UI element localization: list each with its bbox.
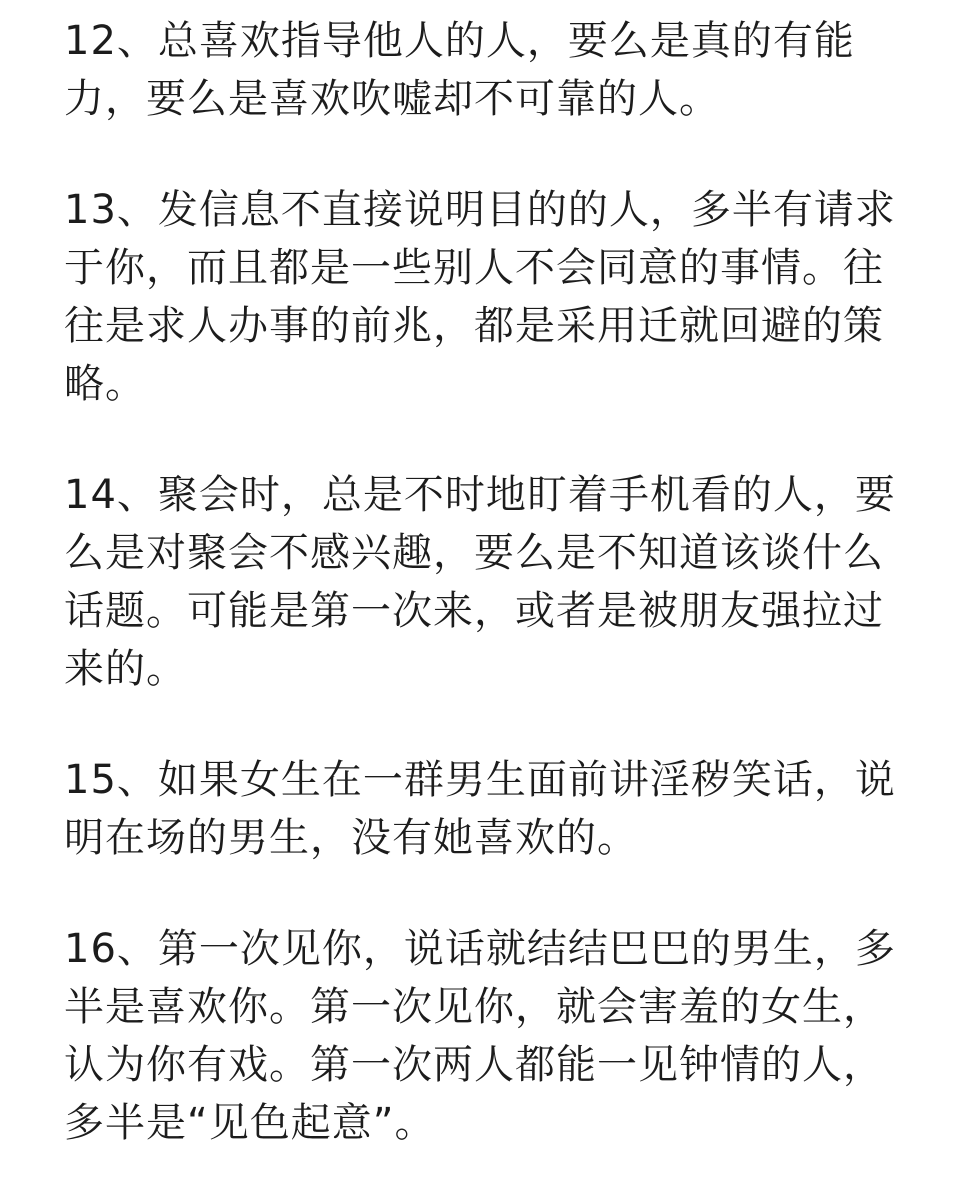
paragraph-line: 多半是“见色起意”。	[64, 1100, 436, 1146]
paragraph-line: 13、发信息不直接说明目的的人，多半有请求	[64, 187, 896, 233]
paragraph-line: 半是喜欢你。第一次见你，就会害羞的女生，	[64, 984, 884, 1030]
paragraph-line: 么是对聚会不感兴趣，要么是不知道该谈什么	[64, 530, 884, 576]
paragraph-line: 14、聚会时，总是不时地盯着手机看的人，要	[64, 472, 896, 518]
paragraph-line: 于你，而且都是一些别人不会同意的事情。往	[64, 245, 884, 291]
tip-paragraph-13	[64, 181, 894, 413]
paragraph-line: 12、总喜欢指导他人的人，要么是真的有能	[64, 18, 855, 64]
paragraph-line: 往是求人办事的前兆，都是采用迁就回避的策	[64, 303, 884, 349]
paragraph-line: 16、第一次见你，说话就结结巴巴的男生，多	[64, 926, 896, 972]
paragraph-line: 认为你有戏。第一次两人都能一见钟情的人，	[64, 1042, 884, 1088]
paragraph-line: 明在场的男生，没有她喜欢的。	[64, 815, 638, 861]
paragraph-line: 力，要么是喜欢吹嘘却不可靠的人。	[64, 76, 720, 122]
paragraph-line: 15、如果女生在一群男生面前讲淫秽笑话，说	[64, 757, 896, 803]
paragraph-line: 略。	[64, 361, 146, 407]
tip-paragraph-16	[64, 920, 894, 1152]
paragraph-line: 话题。可能是第一次来，或者是被朋友强拉过	[64, 588, 884, 634]
tip-paragraph-14	[64, 466, 894, 698]
tip-paragraph-12	[64, 12, 894, 128]
tip-paragraph-15	[64, 751, 894, 867]
paragraph-line: 来的。	[64, 646, 187, 692]
